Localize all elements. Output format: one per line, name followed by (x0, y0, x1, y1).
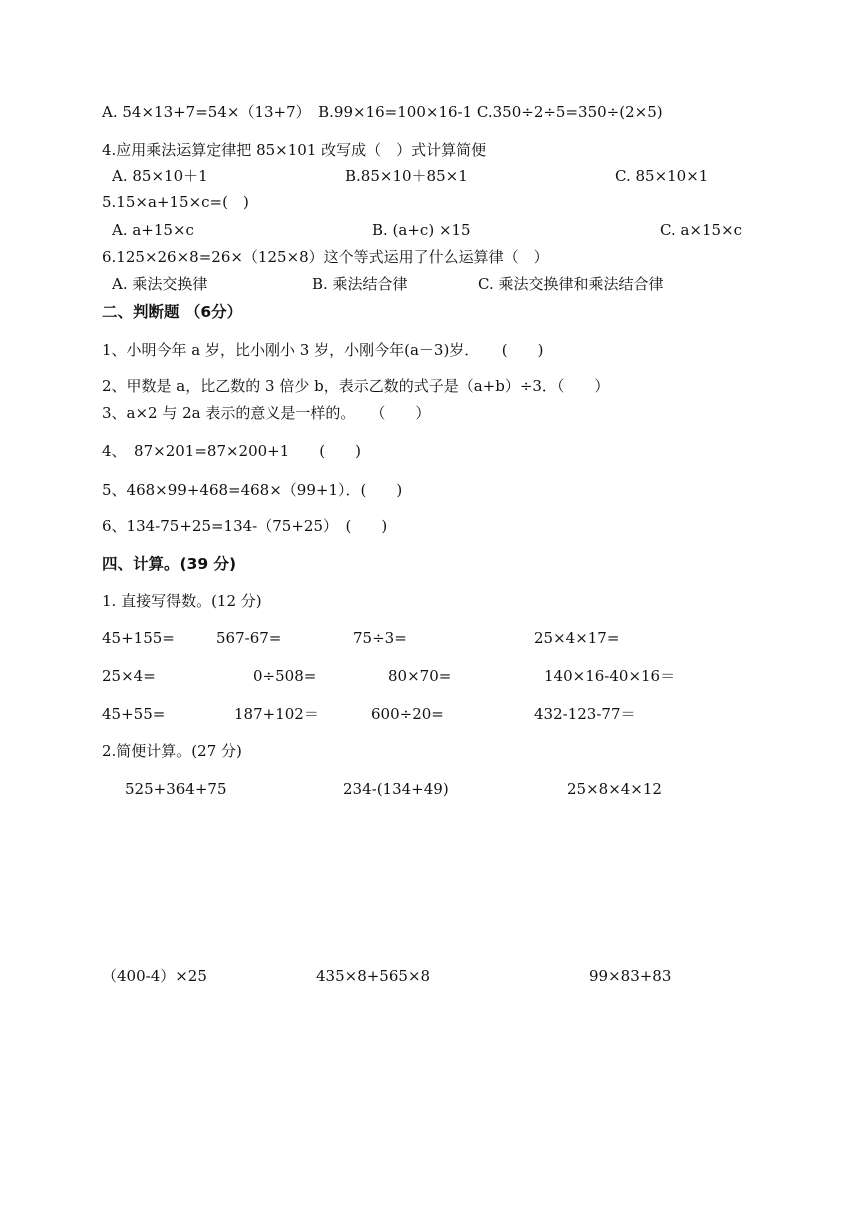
simple-title: 2.简便计算。(27 分) (102, 742, 242, 760)
direct-r1-c4: 25×4×17= (534, 629, 620, 647)
simple-r1-c3: 25×8×4×12 (567, 780, 662, 798)
judge-item-3: 3、a×2 与 2a 表示的意义是一样的。 （ ） (102, 404, 431, 422)
q5-option-b: B. (a+c) ×15 (372, 221, 471, 239)
direct-r3-c1: 45+55= (102, 705, 166, 723)
q4-stem: 4.应用乘法运算定律把 85×101 改写成（ ）式计算简便 (102, 141, 487, 159)
simple-r2-c3: 99×83+83 (589, 967, 672, 985)
q5-option-a: A. a+15×c (112, 221, 194, 239)
q5-stem: 5.15×a+15×c=( ) (102, 193, 249, 211)
direct-r2-c3: 80×70= (388, 667, 452, 685)
q4-option-b: B.85×10＋85×1 (345, 167, 468, 185)
q6-stem: 6.125×26×8=26×（125×8）这个等式运用了什么运算律（ ） (102, 248, 549, 266)
judge-item-1: 1、小明今年 a 岁，比小刚小 3 岁，小刚今年(a－3)岁． ( ) (102, 341, 544, 359)
direct-title: 1. 直接写得数。(12 分) (102, 592, 262, 610)
judge-item-4: 4、 87×201=87×200+1 ( ) (102, 442, 361, 460)
q5-option-c: C. a×15×c (660, 221, 743, 239)
q3-options: A. 54×13+7=54×（13+7） B.99×16=100×16-1 C.350÷2÷5=350÷(2×5) (102, 103, 663, 121)
judge-heading: 二、判断题 （6分） (102, 303, 243, 321)
direct-r2-c1: 25×4= (102, 667, 156, 685)
q4-option-c: C. 85×10×1 (615, 167, 709, 185)
q6-option-c: C. 乘法交换律和乘法结合律 (478, 275, 664, 293)
direct-r1-c1: 45+155= (102, 629, 175, 647)
direct-r1-c3: 75÷3= (353, 629, 407, 647)
judge-item-6: 6、134-75+25=134-（75+25） ( ) (102, 517, 388, 535)
direct-r1-c2: 567-67= (216, 629, 282, 647)
direct-r3-c4: 432-123-77＝ (534, 705, 636, 723)
simple-r2-c2: 435×8+565×8 (316, 967, 431, 985)
direct-r2-c2: 0÷508= (253, 667, 317, 685)
q4-option-a: A. 85×10＋1 (112, 167, 208, 185)
judge-item-2: 2、甲数是 a，比乙数的 3 倍少 b，表示乙数的式子是（a+b）÷3．（ ） (102, 377, 610, 395)
simple-r1-c2: 234-(134+49) (343, 780, 449, 798)
simple-r1-c1: 525+364+75 (125, 780, 227, 798)
direct-r2-c4: 140×16-40×16＝ (544, 667, 676, 685)
direct-r3-c3: 600÷20= (371, 705, 444, 723)
simple-r2-c1: （400-4）×25 (102, 967, 207, 985)
direct-r3-c2: 187+102＝ (234, 705, 319, 723)
q6-option-b: B. 乘法结合律 (312, 275, 408, 293)
q6-option-a: A. 乘法交换律 (112, 275, 208, 293)
judge-item-5: 5、468×99+468=468×（99+1）．( ) (102, 481, 403, 499)
calc-heading: 四、计算。(39 分) (102, 555, 237, 573)
